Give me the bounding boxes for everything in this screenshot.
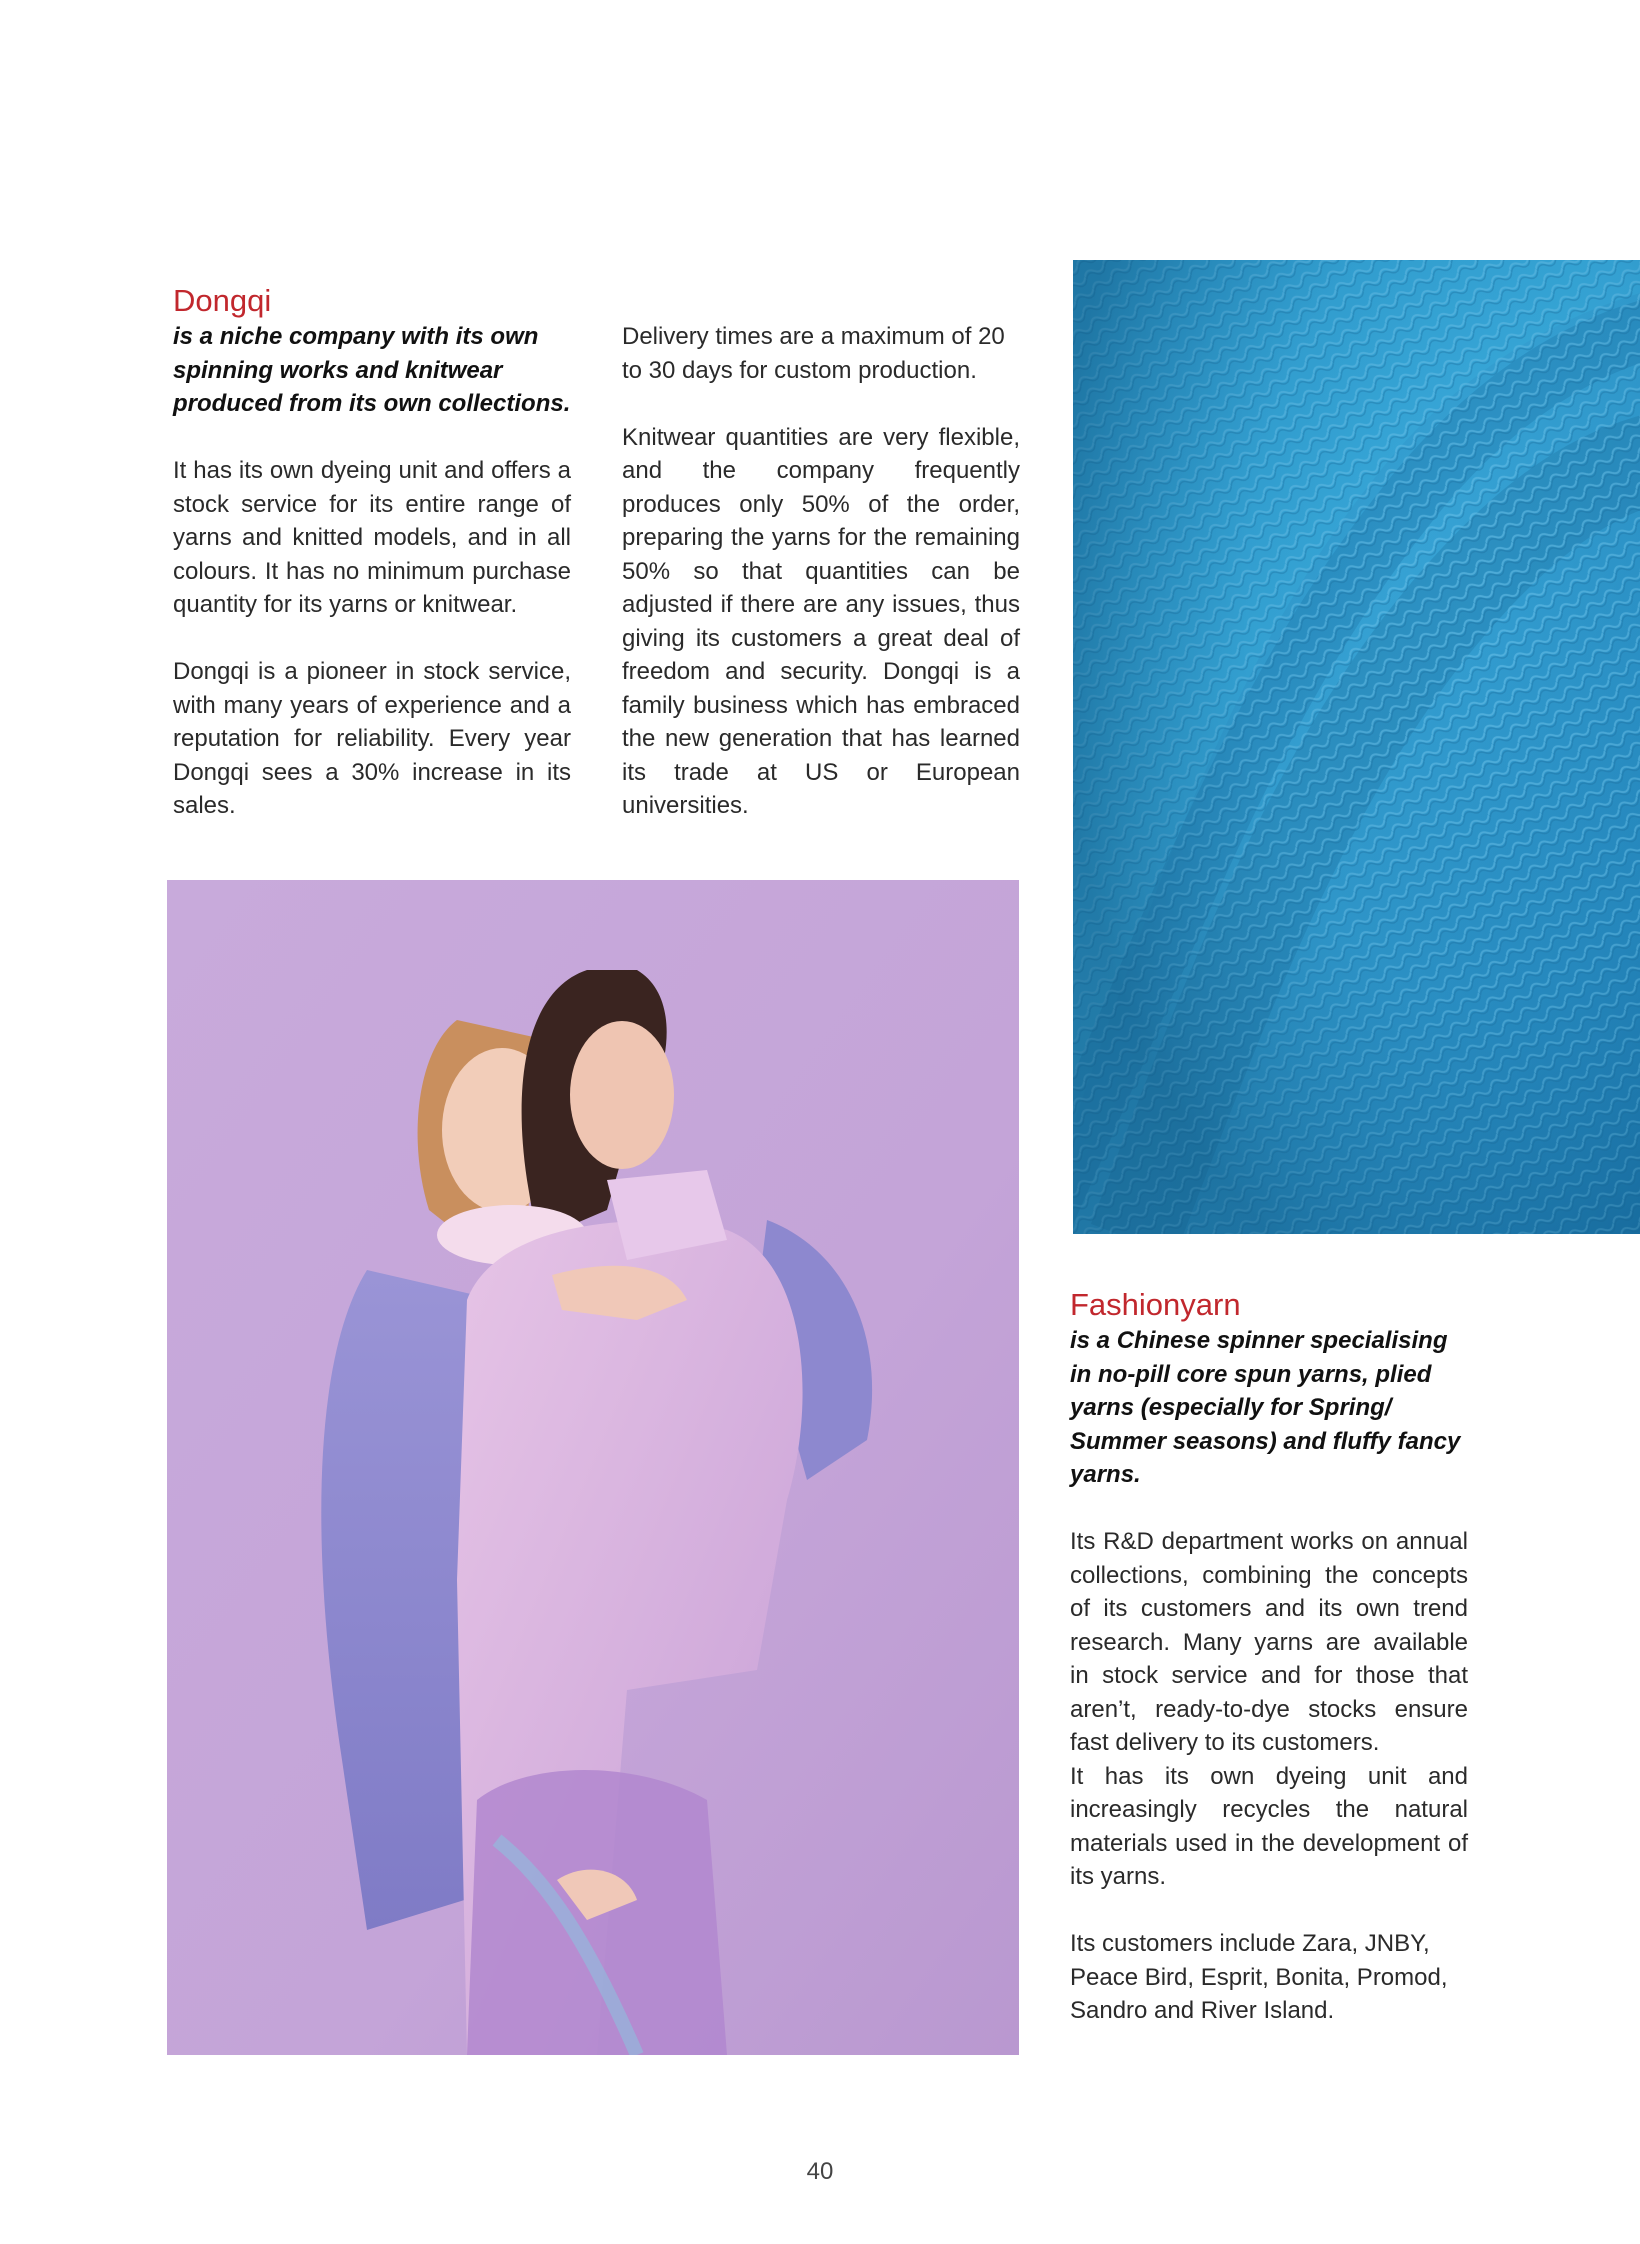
dongqi-column-1 — [173, 282, 571, 823]
fashionyarn-paragraph-1: Its R&D department works on annual collections, combining the concepts of its customers and its own trend research. Many yarns are available in stock service and for those that aren’t, ready-to-dye stocks ensure fast delivery to its customers. — [1070, 1528, 1468, 1756]
fashionyarn-paragraph-3: Its customers include Zara, JNBY, Peace Bird, Esprit, Bonita, Promod, Sandro and River Island. — [1070, 1930, 1448, 2024]
fashionyarn-title: Fashionyarn — [1070, 1287, 1241, 1322]
dongqi-delivery-paragraph: Delivery times are a maximum of 20 to 30 days for custom production. — [622, 323, 1005, 384]
dongqi-paragraph-1: It has its own dyeing unit and offers a stock service for its entire range of yarns and knitted models, and in all colours. It has no minimum purchase quantity for its yarns or knitwear. — [173, 457, 571, 618]
dongqi-column-2 — [622, 320, 1020, 823]
dongqi-knitwear-paragraph: Knitwear quantities are very flexible, and the company frequently produces only 50% of the order, preparing the yarns for the remaining 50% so that quantities can be adjusted if there are any issues, thus giving its customers a great deal of freedom and security. Dongqi is a family business which has embraced the new generation that has learned its trade at US or European universities. — [622, 423, 1020, 819]
dongqi-paragraph-2: Dongqi is a pioneer in stock service, with many years of experience and a reputation for reliability. Every year Dongqi sees a 30% increase in its sales. — [173, 658, 571, 819]
fashionyarn-lead: is a Chinese spinner specialising in no-pill core spun yarns, plied yarns (especially for Spring/ Summer seasons) and fluffy fancy yarns. — [1070, 1327, 1461, 1488]
fashionyarn-paragraph-2: It has its own dyeing unit and increasingly recycles the natural materials used in the development of its yarns. — [1070, 1762, 1468, 1890]
dongqi-lead: is a niche company with its own spinning works and knitwear produced from its own collections. — [173, 323, 571, 417]
blue-yarn-photo — [1073, 260, 1640, 1234]
fashion-models-photo — [167, 880, 1019, 2055]
fashionyarn-column — [1070, 1286, 1468, 2028]
dongqi-title: Dongqi — [173, 283, 272, 318]
page-number: 40 — [806, 2158, 834, 2185]
